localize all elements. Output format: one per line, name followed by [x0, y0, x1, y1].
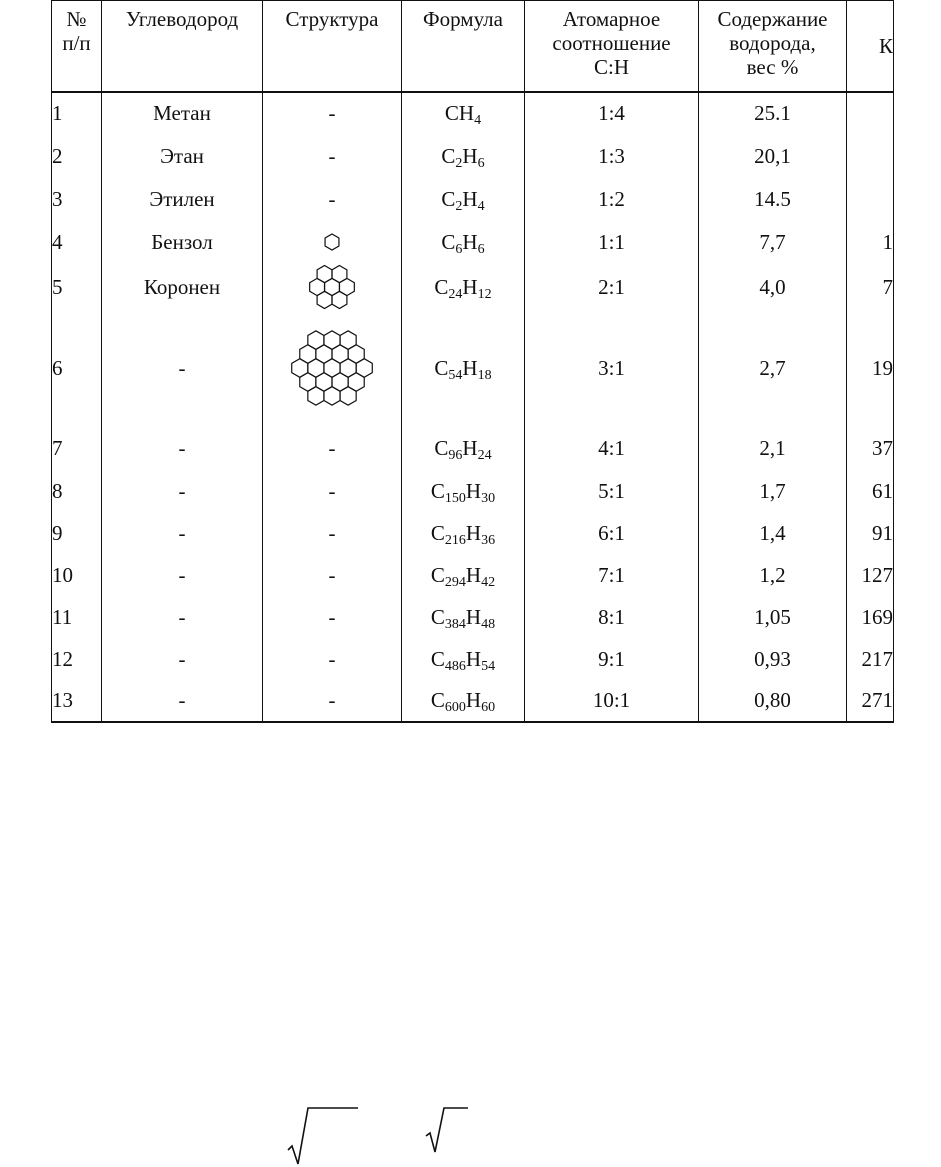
formula-element: H [465, 520, 482, 545]
formula-subscript: 294 [444, 574, 466, 590]
k-value: 1 [847, 220, 894, 264]
header-number [52, 1, 102, 93]
formula-element: C [441, 186, 456, 211]
k-value: 127 [847, 554, 894, 596]
atomic-ratio: 1:1 [525, 220, 699, 264]
table-row [52, 426, 894, 470]
hydrocarbon-name: - [102, 512, 263, 554]
header-hydrogen-line: Содержание [717, 7, 828, 31]
hydrogen-content: 25.1 [699, 92, 847, 134]
formula-subscript: 4 [477, 198, 485, 214]
k-value [847, 178, 894, 220]
formula-subscript: 12 [477, 286, 492, 302]
hydrocarbon-name: - [102, 638, 263, 680]
formula-element: C [430, 478, 445, 503]
hydrocarbon-name: Этилен [102, 178, 263, 220]
formula-element: C [444, 101, 459, 125]
table-row [52, 264, 894, 310]
sqrt-long-icon [288, 1108, 358, 1164]
formula-subscript: 42 [481, 574, 496, 590]
row-number: 12 [52, 638, 102, 680]
atomic-ratio: 3:1 [525, 310, 699, 426]
hydrogen-content: 2,1 [699, 426, 847, 470]
row-number: 5 [52, 264, 102, 310]
k-value: 169 [847, 596, 894, 638]
header-formula: Формула [402, 1, 525, 93]
formula-subscript: 2 [455, 198, 463, 214]
hydrogen-content: 20,1 [699, 134, 847, 178]
formula-element: C [434, 435, 449, 460]
hydrogen-content: 0,80 [699, 680, 847, 722]
structure-cell: - [263, 134, 402, 178]
formula-subscript: 6 [477, 155, 485, 171]
atomic-ratio: 5:1 [525, 470, 699, 512]
formula-element: H [465, 478, 482, 503]
table-row [52, 178, 894, 220]
hydrocarbon-name: - [102, 310, 263, 426]
formula-subscript: 150 [444, 490, 466, 506]
hexagon-ring [356, 359, 372, 378]
atomic-ratio: 9:1 [525, 638, 699, 680]
structure-cell: - [263, 92, 402, 134]
structure-cell [263, 310, 402, 426]
formula-element: H [462, 435, 478, 460]
table-row [52, 638, 894, 680]
formula-element: H [465, 688, 482, 712]
benzene-ring-icon [322, 232, 342, 252]
formula [402, 134, 525, 178]
hydrogen-content: 1,2 [699, 554, 847, 596]
sqrt-short-icon [426, 1108, 468, 1152]
table-row [52, 220, 894, 264]
row-number: 3 [52, 178, 102, 220]
hydrocarbon-name: Метан [102, 92, 263, 134]
formula [402, 638, 525, 680]
row-number: 6 [52, 310, 102, 426]
table-row [52, 596, 894, 638]
formula-element: H [462, 274, 478, 299]
header-number-line: п/п [62, 31, 91, 55]
k-value: 217 [847, 638, 894, 680]
k-value [847, 92, 894, 134]
row-number: 11 [52, 596, 102, 638]
formula-element: C [430, 562, 445, 587]
structure-cell: - [263, 426, 402, 470]
atomic-ratio: 4:1 [525, 426, 699, 470]
formula-element: C [441, 143, 456, 168]
formula-element: H [462, 186, 478, 211]
hydrogen-content: 4,0 [699, 264, 847, 310]
k-value: 61 [847, 470, 894, 512]
structure-cell: - [263, 680, 402, 722]
hydrocarbon-name: - [102, 470, 263, 512]
header-hydrogen-line: вес % [746, 55, 799, 79]
table-row [52, 470, 894, 512]
hydrocarbon-name: Этан [102, 134, 263, 178]
atomic-ratio: 8:1 [525, 596, 699, 638]
formula [402, 310, 525, 426]
coronene-icon [309, 264, 355, 310]
structure-cell [263, 264, 402, 310]
header-ratio-line: соотношение [552, 31, 671, 55]
formula-subscript: 6 [455, 241, 463, 257]
structure-cell: - [263, 178, 402, 220]
formula-element: H [462, 143, 478, 168]
formula-element: C [434, 274, 449, 299]
hydrocarbon-name: - [102, 554, 263, 596]
formula-element: H [465, 646, 482, 671]
table-row [52, 512, 894, 554]
atomic-ratio: 2:1 [525, 264, 699, 310]
formula-subscript: 48 [481, 616, 496, 632]
formula-subscript: 36 [481, 532, 496, 548]
header-ratio-line: С:Н [593, 55, 629, 79]
structure-cell: - [263, 512, 402, 554]
formula [402, 220, 525, 264]
k-value: 37 [847, 426, 894, 470]
atomic-ratio: 6:1 [525, 512, 699, 554]
formula-subscript: 600 [444, 700, 466, 715]
formula [402, 596, 525, 638]
hydrogen-content: 1,4 [699, 512, 847, 554]
formula-element: C [430, 646, 445, 671]
formula-subscript: 30 [481, 490, 496, 506]
formula [402, 92, 525, 134]
structure-cell: - [263, 554, 402, 596]
k-value: 91 [847, 512, 894, 554]
row-number: 9 [52, 512, 102, 554]
row-number: 2 [52, 134, 102, 178]
table-row [52, 134, 894, 178]
table-row [52, 92, 894, 134]
k-value: 19 [847, 310, 894, 426]
formula-element: C [430, 688, 445, 712]
k-value: 7 [847, 264, 894, 310]
formula-element: C [434, 355, 449, 380]
hydrocarbon-table [51, 0, 894, 723]
circumcoronene-icon [290, 328, 374, 408]
hydrocarbon-name: - [102, 596, 263, 638]
atomic-ratio: 1:3 [525, 134, 699, 178]
formula-subscript: 24 [477, 447, 492, 463]
hydrocarbon-name: - [102, 680, 263, 722]
structure-cell: - [263, 470, 402, 512]
structure-cell: - [263, 638, 402, 680]
k-value: 271 [847, 680, 894, 722]
formula-subscript: 24 [448, 286, 463, 302]
formula-element: H [462, 355, 478, 380]
hydrocarbon-name: Бензол [102, 220, 263, 264]
header-k: К [847, 1, 894, 93]
formula-subscript: 2 [455, 155, 463, 171]
formula-subscript: 96 [448, 447, 463, 463]
table-row [52, 680, 894, 722]
atomic-ratio: 7:1 [525, 554, 699, 596]
formula-subscript: 6 [477, 241, 485, 257]
formula-element: H [458, 101, 475, 125]
hydrogen-content: 1,7 [699, 470, 847, 512]
formula [402, 178, 525, 220]
hydrogen-content: 2,7 [699, 310, 847, 426]
hexagon-ring [325, 234, 339, 250]
row-number: 7 [52, 426, 102, 470]
header-row [52, 1, 894, 93]
hexagon-ring [339, 278, 354, 295]
radical-signs [286, 1106, 476, 1166]
structure-cell [263, 220, 402, 264]
hydrogen-content: 1,05 [699, 596, 847, 638]
formula-subscript: 54 [448, 367, 463, 383]
row-number: 13 [52, 680, 102, 722]
header-structure: Структура [263, 1, 402, 93]
hydrocarbon-name: - [102, 426, 263, 470]
formula-subscript: 384 [444, 616, 466, 632]
header-hydrocarbon: Углеводород [102, 1, 263, 93]
formula-element: H [465, 562, 482, 587]
formula-element: H [462, 229, 478, 254]
atomic-ratio: 10:1 [525, 680, 699, 722]
row-number: 4 [52, 220, 102, 264]
hydrogen-content: 7,7 [699, 220, 847, 264]
formula [402, 512, 525, 554]
header-ratio [525, 1, 699, 93]
atomic-ratio: 1:4 [525, 92, 699, 134]
row-number: 8 [52, 470, 102, 512]
formula-subscript: 486 [444, 658, 466, 674]
hydrocarbon-name: Коронен [102, 264, 263, 310]
table-row [52, 554, 894, 596]
header-ratio-line: Атомарное [562, 7, 661, 31]
formula-element: H [465, 604, 482, 629]
table-row [52, 310, 894, 426]
formula-subscript: 4 [474, 113, 482, 128]
formula-subscript: 60 [481, 700, 496, 715]
formula-element: C [441, 229, 456, 254]
header-hydrogen-line: водорода, [729, 31, 816, 55]
formula-element: C [430, 604, 445, 629]
row-number: 10 [52, 554, 102, 596]
hydrogen-content: 0,93 [699, 638, 847, 680]
formula [402, 470, 525, 512]
atomic-ratio: 1:2 [525, 178, 699, 220]
hydrogen-content: 14.5 [699, 178, 847, 220]
formula-subscript: 54 [481, 658, 496, 674]
header-number-line: № [66, 7, 87, 31]
formula-subscript: 216 [444, 532, 466, 548]
row-number: 1 [52, 92, 102, 134]
formula-subscript: 18 [477, 367, 492, 383]
header-hydrogen [699, 1, 847, 93]
formula [402, 264, 525, 310]
structure-cell: - [263, 596, 402, 638]
k-value [847, 134, 894, 178]
formula-element: C [430, 520, 445, 545]
formula [402, 554, 525, 596]
formula [402, 426, 525, 470]
formula [402, 680, 525, 722]
